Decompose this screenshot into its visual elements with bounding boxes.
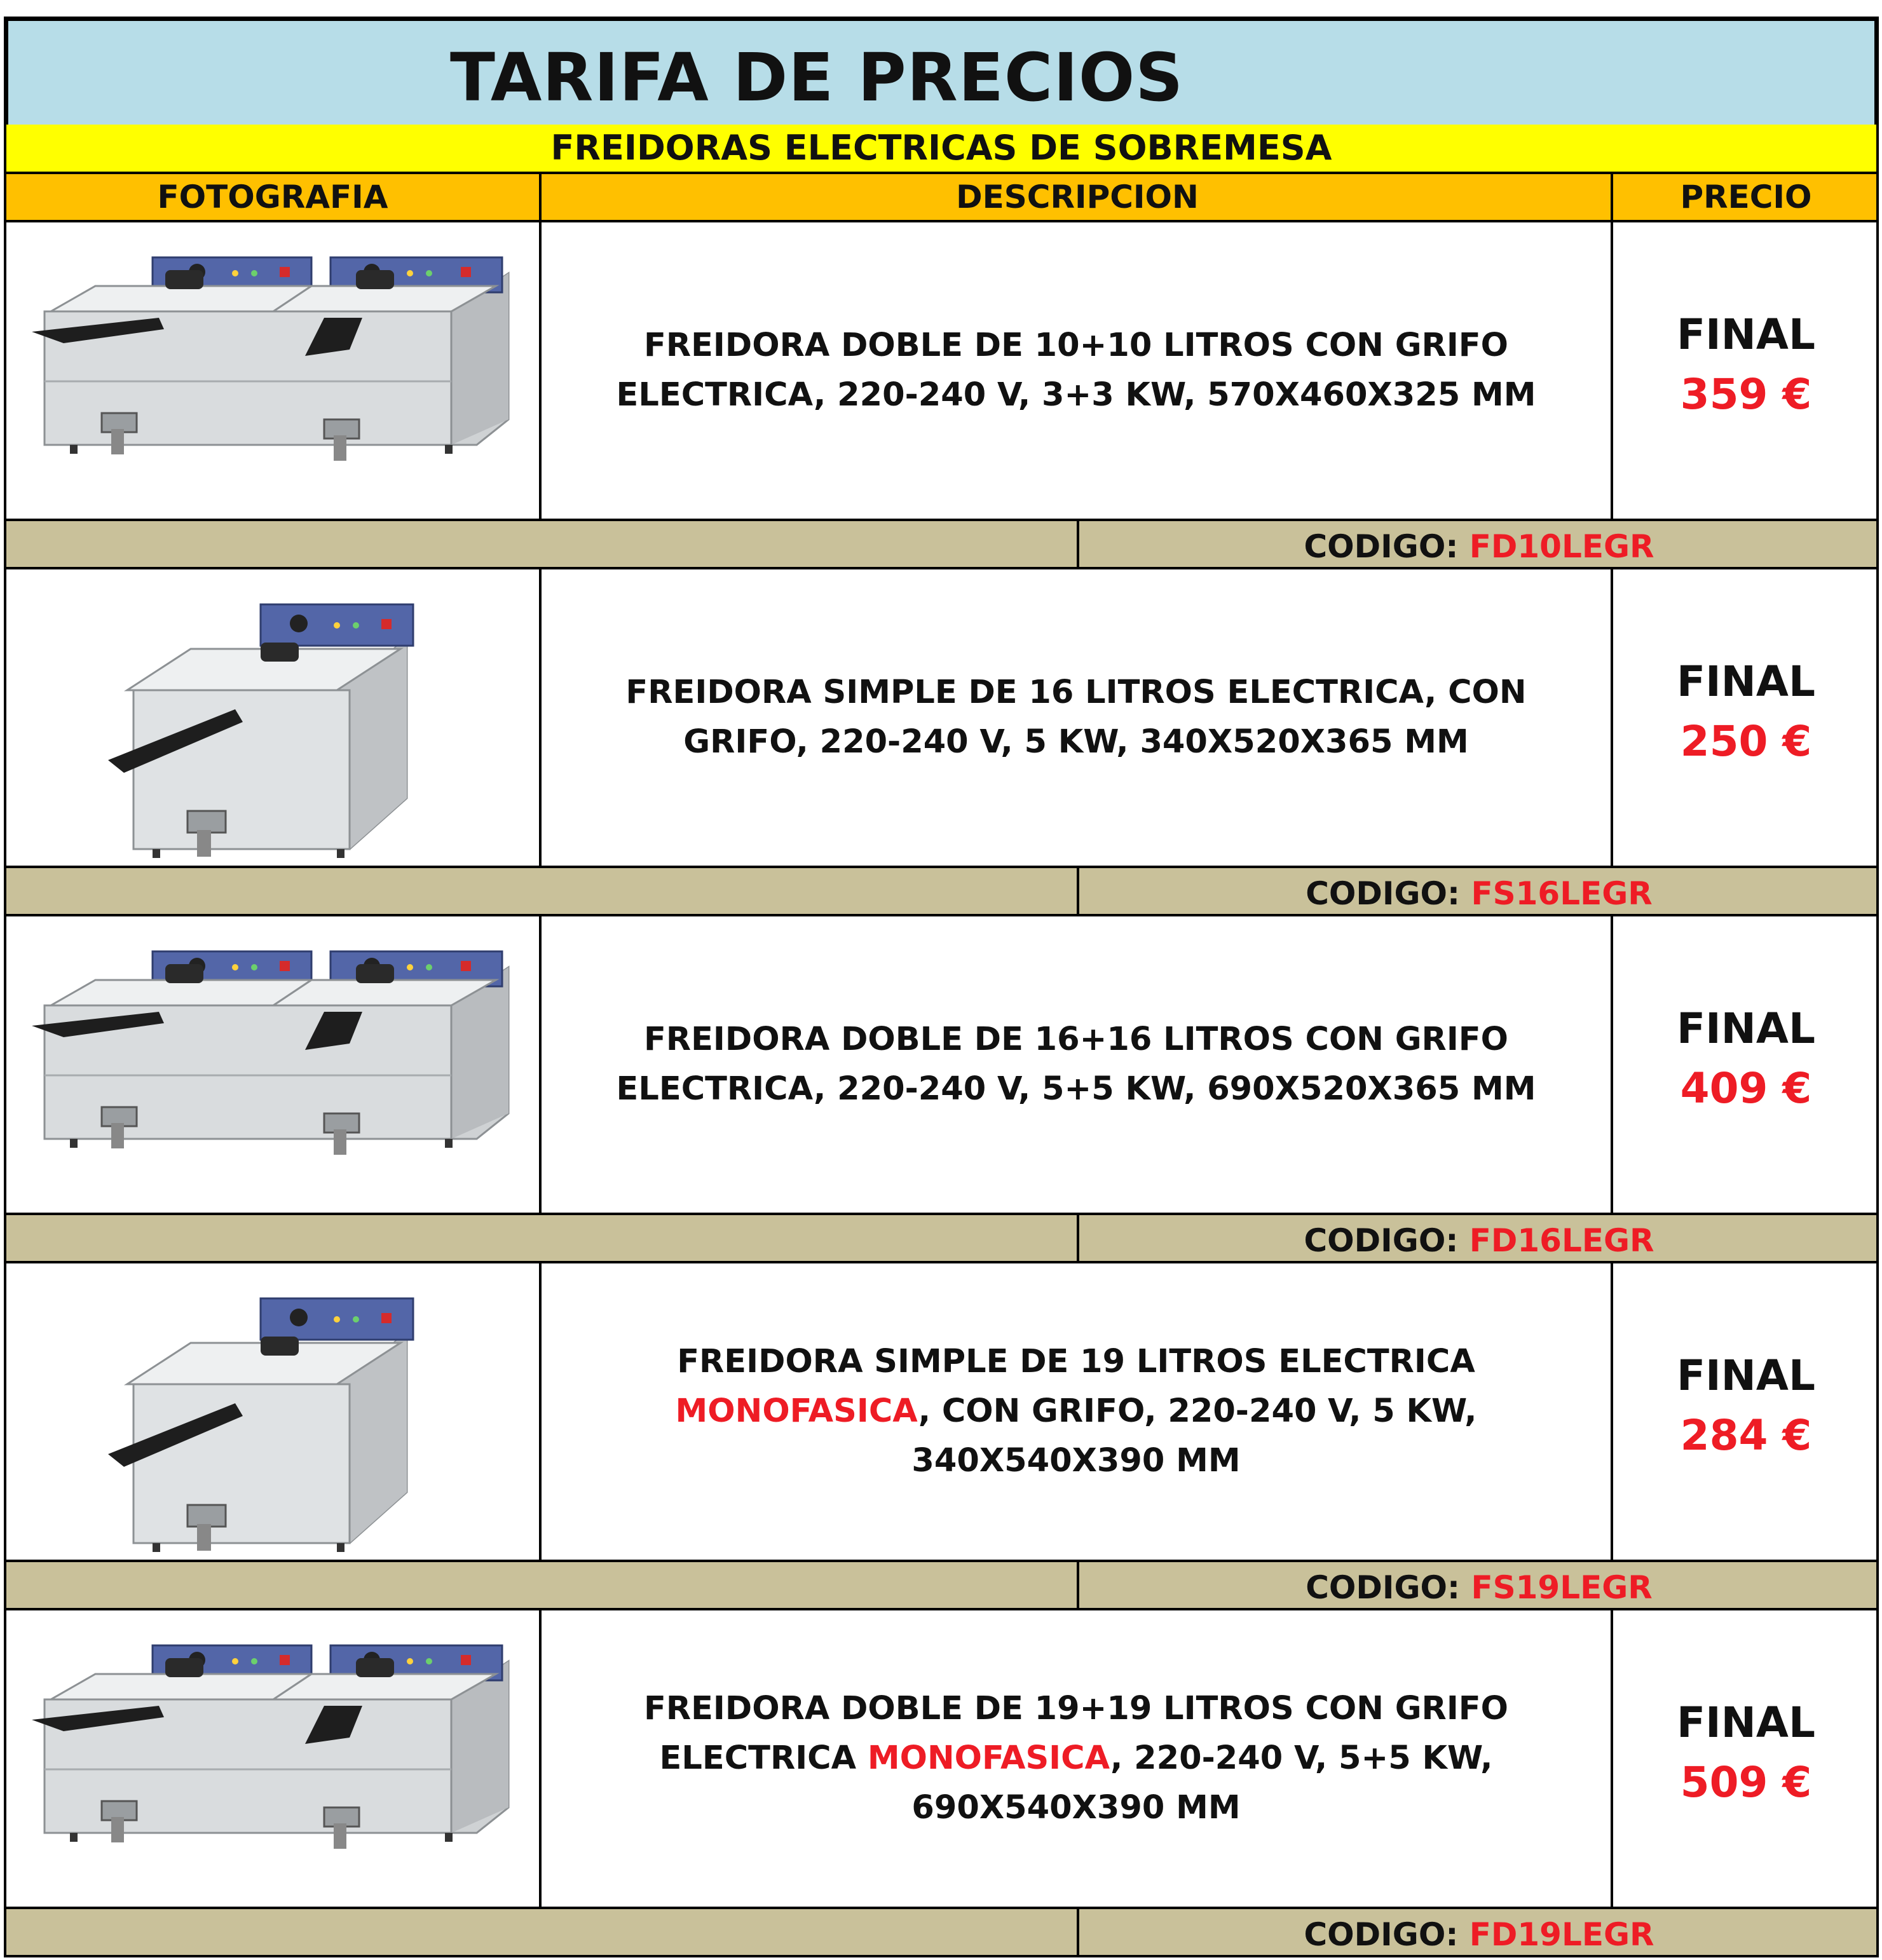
- product-code-bar: [4, 521, 1879, 569]
- price-value: 509 €: [1680, 1758, 1812, 1807]
- section-subtitle: FREIDORAS ELECTRICAS DE SOBREMESA: [4, 125, 1879, 172]
- product-photo: [6, 1610, 539, 1907]
- product-description-cell: [539, 916, 1611, 1213]
- single-fryer-icon: [6, 1263, 539, 1560]
- price-label: FINAL: [1676, 1004, 1815, 1053]
- price-label: FINAL: [1676, 310, 1815, 359]
- code-value: FD19LEGR: [1469, 1916, 1654, 1953]
- product-photo: [6, 222, 539, 519]
- table-header: [4, 172, 1879, 222]
- code-bar-spacer: [6, 521, 1077, 567]
- price-sheet: [4, 0, 1879, 1952]
- description-text: FREIDORA SIMPLE DE 19 LITROS ELECTRICA: [677, 1343, 1475, 1380]
- description-text-rest: , CON GRIFO, 220-240 V, 5 KW, 340X540X390 MM: [911, 1392, 1477, 1480]
- description-text: FREIDORA SIMPLE DE 16 LITROS ELECTRICA, CON GRIFO, 220-240 V, 5 KW, 340X520X365 MM: [625, 674, 1527, 761]
- product-main: [4, 222, 1879, 521]
- title-bar: [4, 17, 1879, 130]
- page-title: TARIFA DE PRECIOS: [450, 39, 1184, 116]
- code-bar-spacer: [6, 1215, 1077, 1261]
- code-cell: [1077, 1562, 1876, 1608]
- product-code: [1079, 868, 1879, 919]
- double-fryer-icon: [6, 916, 539, 1213]
- code-cell: [1077, 1215, 1876, 1261]
- product-row: [4, 916, 1879, 1263]
- column-header-description: DESCRIPCION: [539, 174, 1613, 220]
- product-description: [542, 1337, 1611, 1486]
- column-header-photo: FOTOGRAFIA: [157, 179, 388, 215]
- column-header-price: PRECIO: [1611, 174, 1879, 220]
- code-value: FS16LEGR: [1471, 875, 1653, 912]
- product-price-cell: [1611, 916, 1876, 1213]
- code-label: CODIGO:: [1304, 1916, 1469, 1953]
- product-code: [1079, 1215, 1879, 1266]
- code-cell: [1077, 521, 1876, 567]
- product-main: [4, 569, 1879, 868]
- double-fryer-icon: [6, 222, 539, 519]
- product-description: [542, 321, 1611, 420]
- description-text: FREIDORA DOBLE DE 10+10 LITROS CON GRIFO ELECTRICA, 220-240 V, 3+3 KW, 570X460X325 MM: [616, 327, 1536, 414]
- description-highlight: MONOFASICA: [675, 1392, 918, 1430]
- description-highlight: MONOFASICA: [867, 1739, 1110, 1777]
- code-bar-spacer: [6, 868, 1077, 914]
- product-photo: [6, 916, 539, 1213]
- code-bar-spacer: [6, 1562, 1077, 1608]
- product-price-cell: [1611, 1610, 1876, 1907]
- description-text: FREIDORA DOBLE DE 19+19 LITROS CON GRIFO ELECTRICA: [643, 1690, 1509, 1777]
- product-description-cell: [539, 1263, 1611, 1560]
- description-text: FREIDORA DOBLE DE 16+16 LITROS CON GRIFO ELECTRICA, 220-240 V, 5+5 KW, 690X520X365 MM: [616, 1021, 1536, 1108]
- code-label: CODIGO:: [1304, 1222, 1469, 1259]
- double-fryer-icon: [6, 1610, 539, 1907]
- code-label: CODIGO:: [1306, 875, 1471, 912]
- product-row: [4, 1610, 1879, 1957]
- code-cell: [1077, 868, 1876, 914]
- description-text-rest: , 220-240 V, 5+5 KW, 690X540X390 MM: [911, 1739, 1493, 1827]
- code-value: FS19LEGR: [1471, 1569, 1653, 1606]
- product-row: [4, 222, 1879, 569]
- product-main: [4, 916, 1879, 1215]
- product-code: [1079, 1562, 1879, 1613]
- product-row: [4, 569, 1879, 916]
- product-code-bar: [4, 1562, 1879, 1610]
- product-photo: [6, 569, 539, 866]
- code-value: FD16LEGR: [1469, 1222, 1654, 1259]
- price-label: FINAL: [1676, 1698, 1815, 1747]
- price-value: 250 €: [1680, 717, 1812, 766]
- product-description-cell: [539, 569, 1611, 866]
- product-photo: [6, 1263, 539, 1560]
- price-label: FINAL: [1676, 1351, 1815, 1400]
- product-row: [4, 1263, 1879, 1610]
- product-code: [1079, 521, 1879, 572]
- code-bar-spacer: [6, 1909, 1077, 1955]
- price-value: 359 €: [1680, 370, 1812, 419]
- code-label: CODIGO:: [1306, 1569, 1471, 1606]
- product-description-cell: [539, 1610, 1611, 1907]
- product-price-cell: [1611, 569, 1876, 866]
- product-code: [1079, 1909, 1879, 1960]
- product-description: [542, 1684, 1611, 1833]
- product-price-cell: [1611, 222, 1876, 519]
- price-label: FINAL: [1676, 657, 1815, 706]
- code-value: FD10LEGR: [1469, 528, 1654, 565]
- code-label: CODIGO:: [1304, 528, 1469, 565]
- product-description: [542, 668, 1611, 767]
- product-main: [4, 1263, 1879, 1562]
- product-code-bar: [4, 1215, 1879, 1263]
- product-description: [542, 1015, 1611, 1114]
- product-code-bar: [4, 868, 1879, 916]
- single-fryer-icon: [6, 569, 539, 866]
- product-code-bar: [4, 1909, 1879, 1957]
- product-main: [4, 1610, 1879, 1909]
- price-value: 284 €: [1680, 1411, 1812, 1460]
- product-description-cell: [539, 222, 1611, 519]
- code-cell: [1077, 1909, 1876, 1955]
- price-value: 409 €: [1680, 1064, 1812, 1113]
- product-price-cell: [1611, 1263, 1876, 1560]
